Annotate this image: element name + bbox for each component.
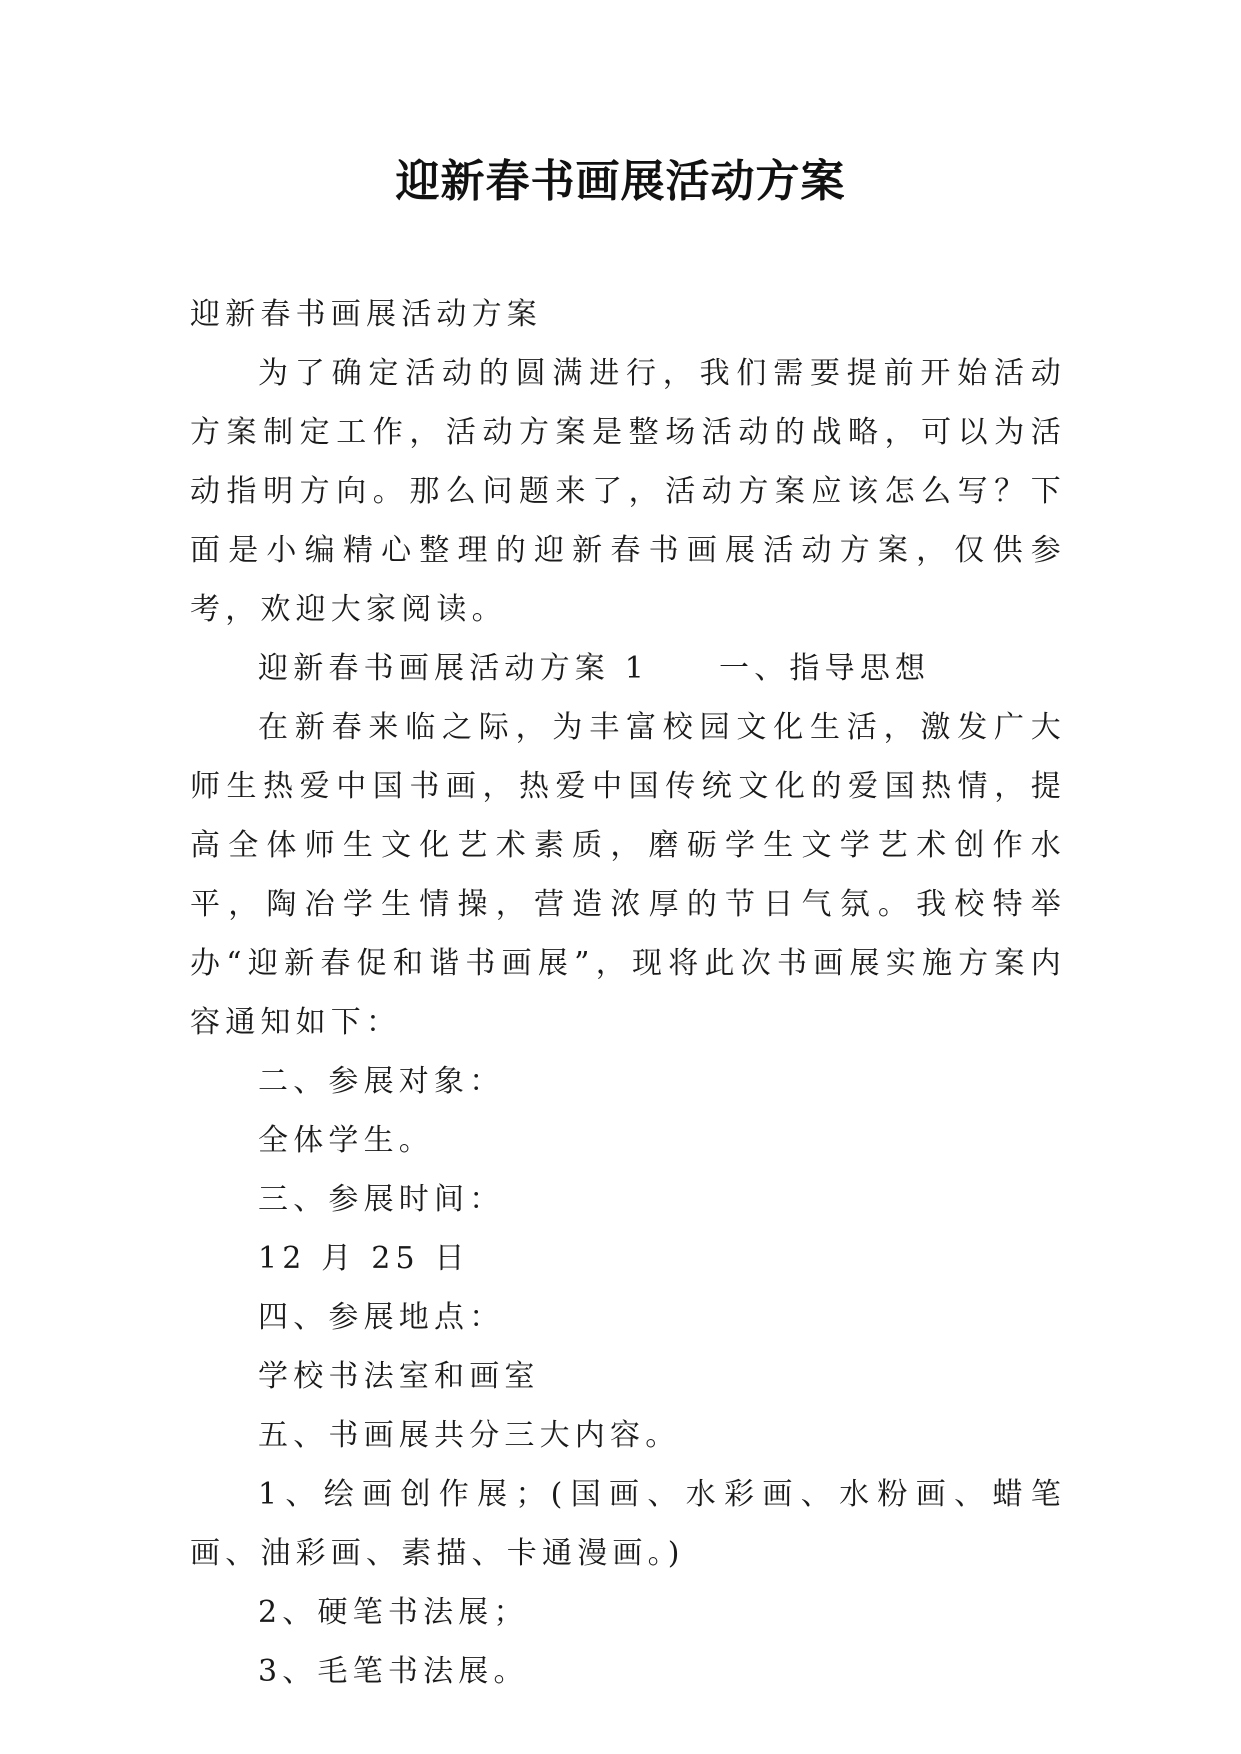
document-body [190,285,1066,1701]
location-heading: 四、参展地点： [258,1300,505,1335]
time-heading: 三、参展时间： [258,1182,505,1217]
intro-paragraph: 为了确定活动的圆满进行，我们需要提前开始活动方案制定工作，活动方案是整场活动的战略，可以为活动指明方向。那么问题来了，活动方案应该怎么写？下面是小编精心整理的迎新春书画展活动方案，仅供参考，欢迎大家阅读。 [190,356,1066,627]
participants-heading: 二、参展对象： [258,1064,505,1099]
content-item: 1、绘画创作展；(国画、水彩画、水粉画、蜡笔画、油彩画、素描、卡通漫画。) [190,1477,1066,1571]
section-heading: 迎新春书画展活动方案 1 [258,651,650,686]
document-subtitle: 迎新春书画展活动方案 [190,297,542,332]
section-heading-line [190,639,1066,698]
content-item: 2、硬笔书法展； [258,1595,529,1630]
time-text: 12 月 25 日 [258,1241,470,1276]
participants-text: 全体学生。 [258,1123,434,1158]
guiding-paragraph: 在新春来临之际，为丰富校园文化生活，激发广大师生热爱中国书画，热爱中国传统文化的爱国热情，提高全体师生文化艺术素质，磨砺学生文学艺术创作水平，陶冶学生情操，营造浓厚的节日气氛。我校特举办“迎新春促和谐书画展”，现将此次书画展实施方案内容通知如下： [190,710,1066,1040]
content-heading: 五、书画展共分三大内容。 [258,1418,681,1453]
content-item: 3、毛笔书法展。 [258,1654,529,1689]
document-title: 迎新春书画展活动方案 [395,156,846,207]
location-text: 学校书法室和画室 [258,1359,540,1394]
guiding-heading: 一、指导思想 [719,651,931,686]
